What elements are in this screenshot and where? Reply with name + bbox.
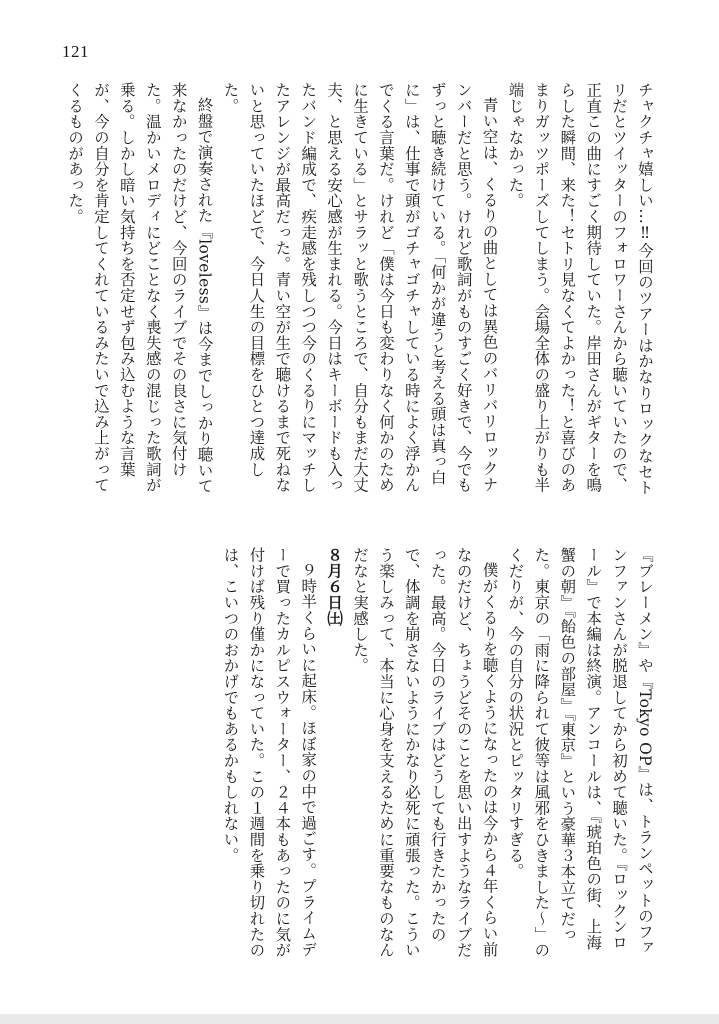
paragraph: 『ブレーメン』や『Tokyo OP』は、トランペットのファンファンさんが脱退してから初めて聴いた。『ロックンロール』で本編は終演。アンコールは、『琥珀色の街、上海蟹の朝』『飴色の部屋』『東京』という豪華３本立てだった。東京の「雨に降られて彼等は風邪をひきました～」のくだりが、今の自分の状況とピッタリすぎる。: [506, 547, 654, 958]
paragraph: 僕がくるりを聴くようになったのは今から４年くらい前なのだけど、ちょうどそのことを思い出すようなライブだった。最高。今日のライブはどうしても行きたかったので、体調を崩さないようにかなり必死に頑張った。こういう楽しみって、本当に心身を支えるために重要なものなんだなと実感した。: [351, 547, 499, 958]
paragraph: チャクチャ嬉しい…‼今回のツアーはかなりロックなセトリだとツイッターのフォロワーさんから聴いていたので、正直この曲にすごく期待していた。岸田さんがギターを鳴らした瞬間、来た！セトリ見なくてよかった！と喜びのあまりガッツポーズしてしまう。会場全体の盛り上がりも半端じゃなかった。: [506, 82, 654, 496]
text-block-bottom: [57, 547, 657, 962]
page-number: 121: [62, 42, 89, 61]
paragraph: 青い空は、くるりの曲としては異色のバリバリロックナンバーだと思う。けれど歌詞がものすごく好きで、今でもずっと聴き続けている。「何かが違うと考える頭は真っ白に」は、仕事で頭がゴチャゴチャしている時によく浮かんでくる言葉だ。けれど「僕は今日も変わりなく何かのために生きている」とサラッと歌うところで、自分もまだ大丈夫、と思える安心感が生まれる。今日はキーボードも入ったバンド編成で、疾走感を残しつつ今のくるりにマッチしたアレンジが最高だった。青い空が生で聴けるまで死ねないと思っていたほどで、今日人生の目標をひとつ達成した。: [221, 82, 499, 493]
page-footer-strip: [0, 1014, 719, 1024]
paragraph: 終盤で演奏された『loveless』は今までしっかり聴いて来なかったのだけど、今回のライブでその良さに気付けた。温かいメロディにどことなく喪失感の混じった歌詞が乗る。しかし暗い気持ちを否定せず包み込むような言葉が、今の自分を肯定してくれているみたいで込み上がってくるものがあった。: [66, 82, 214, 495]
text-block-top: [57, 82, 657, 497]
date-heading: ８月６日㈯: [325, 547, 344, 626]
paragraph: ９時半くらいに起床。ほぼ家の中で過ごす。プライムデーで買ったカルピスウォーター、２４本もあったのに気が付けば残り僅かになっていた。この１週間を乗り切れたのは、こいつのおかげでもあるかもしれない。: [221, 547, 318, 958]
